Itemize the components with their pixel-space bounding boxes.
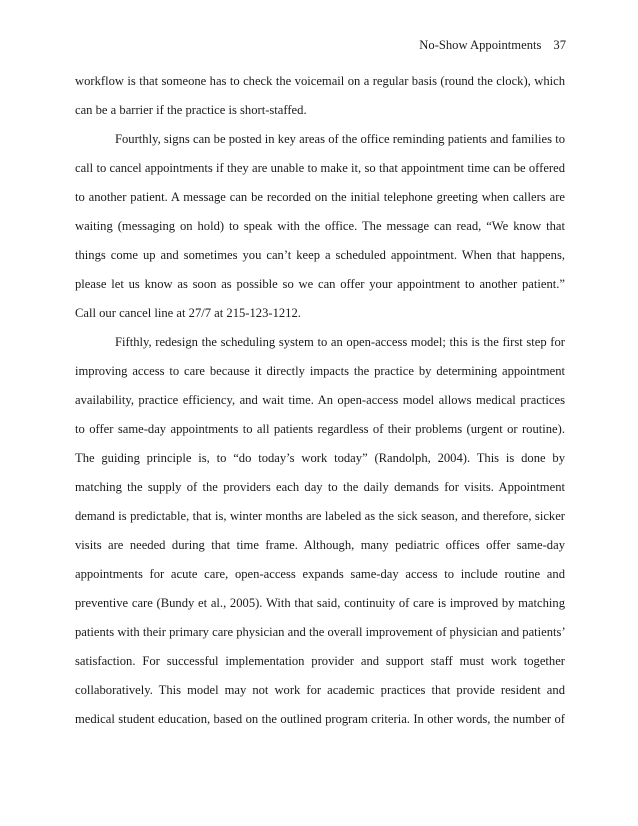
text-line: improving access to care because it directly impacts the practice by determining appointment	[75, 364, 565, 378]
running-head	[419, 37, 566, 53]
text-line: availability, practice efficiency, and wait time. An open-access model allows medical practices	[75, 393, 565, 407]
text-line: patients with their primary care physician and the overall improvement of physician and patients’	[75, 625, 566, 639]
text-line: Call our cancel line at 27/7 at 215-123-1212.	[75, 306, 301, 320]
text-line: The guiding principle is, to “do today’s work today” (Randolph, 2004). This is done by	[75, 451, 565, 465]
text-line: collaboratively. This model may not work for academic practices that provide resident and	[75, 683, 565, 697]
text-line: demand is predictable, that is, winter months are labeled as the sick season, and therefore, sicker	[75, 509, 565, 523]
text-line: things come up and sometimes you can’t keep a scheduled appointment. When that happens,	[75, 248, 565, 262]
text-line: Fourthly, signs can be posted in key areas of the office reminding patients and families to	[115, 132, 565, 146]
text-line: waiting (messaging on hold) to speak with the office. The message can read, “We know that	[75, 219, 565, 233]
text-line: to offer same-day appointments to all patients regardless of their problems (urgent or routine).	[75, 422, 565, 436]
body-text	[75, 72, 565, 739]
running-title: No-Show Appointments	[419, 38, 542, 52]
text-line: satisfaction. For successful implementation provider and support staff must work together	[75, 654, 565, 668]
text-line: to another patient. A message can be recorded on the initial telephone greeting when callers are	[75, 190, 565, 204]
text-line: medical student education, based on the outlined program criteria. In other words, the number of	[75, 712, 565, 726]
text-line: please let us know as soon as possible so we can offer your appointment to another patient.”	[75, 277, 565, 291]
text-line: visits are needed during that time frame. Although, many pediatric offices offer same-day	[75, 538, 565, 552]
text-line: preventive care (Bundy et al., 2005). With that said, continuity of care is improved by matching	[75, 596, 565, 610]
text-line: workflow is that someone has to check the voicemail on a regular basis (round the clock), which	[75, 74, 565, 88]
page-number: 37	[553, 38, 566, 52]
text-line: appointments for acute care, open-access expands same-day access to include routine and	[75, 567, 565, 581]
text-line: Fifthly, redesign the scheduling system to an open-access model; this is the first step for	[115, 335, 565, 349]
text-line: matching the supply of the providers each day to the daily demands for visits. Appointment	[75, 480, 565, 494]
text-line: can be a barrier if the practice is short-staffed.	[75, 103, 307, 117]
text-line: call to cancel appointments if they are unable to make it, so that appointment time can be offered	[75, 161, 565, 175]
